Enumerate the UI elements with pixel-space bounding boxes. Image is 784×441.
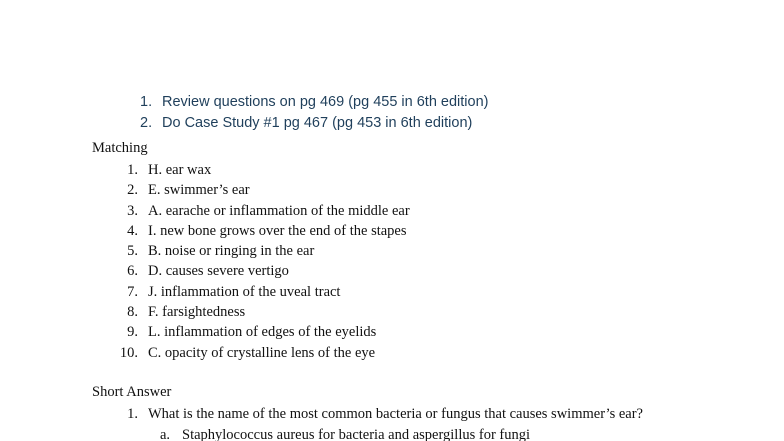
list-item (114, 201, 410, 221)
short-answer-list (114, 404, 643, 441)
list-number: 8. (127, 304, 138, 321)
list-number: 7. (127, 283, 138, 300)
list-number: 1. (140, 94, 153, 110)
matching-list (114, 160, 410, 363)
assignment-item (140, 92, 488, 113)
answer-text: J. inflammation of the uveal tract (148, 283, 341, 300)
list-number: 5. (127, 243, 138, 260)
list-number: 6. (127, 263, 138, 280)
list-item (114, 322, 410, 342)
list-item (114, 160, 410, 180)
short-answer-heading: Short Answer (92, 384, 172, 400)
assignment-text: Review questions on pg 469 (pg 455 in 6th edition) (162, 94, 489, 110)
answer-text: H. ear wax (148, 162, 212, 178)
answer-text: C. opacity of crystalline lens of the eye (148, 344, 376, 361)
answer-text: I. new bone grows over the end of the stapes (148, 222, 407, 239)
answer-text: E. swimmer’s ear (148, 182, 250, 199)
question-item (114, 404, 643, 425)
list-item (114, 180, 410, 200)
list-number: 9. (127, 324, 138, 341)
list-item (114, 261, 410, 281)
list-item (114, 282, 410, 302)
list-number: 10. (119, 344, 138, 361)
list-number: 1. (127, 406, 138, 422)
answer-text: D. causes severe vertigo (148, 263, 289, 280)
list-number: 2. (127, 182, 138, 199)
answer-text: A. earache or inflammation of the middle ear (148, 202, 410, 219)
answer-text: B. noise or ringing in the ear (148, 243, 315, 260)
list-letter: a. (160, 426, 171, 441)
list-item (114, 302, 410, 322)
assignment-text: Do Case Study #1 pg 467 (pg 453 in 6th edition) (162, 114, 473, 131)
list-number: 2. (140, 114, 153, 131)
assignment-list (140, 92, 488, 133)
list-number: 4. (127, 222, 138, 239)
answer-item (114, 425, 643, 441)
list-item (114, 221, 410, 241)
answer-text: Staphylococcus aureus for bacteria and aspergillus for fungi (182, 426, 531, 441)
assignment-item (140, 113, 488, 134)
list-number: 1. (127, 162, 138, 178)
matching-heading: Matching (92, 140, 148, 156)
list-number: 3. (127, 202, 138, 219)
answer-text: L. inflammation of edges of the eyelids (148, 324, 377, 341)
list-item (114, 343, 410, 363)
list-item (114, 241, 410, 261)
answer-text: F. farsightedness (148, 304, 246, 321)
question-text: What is the name of the most common bacteria or fungus that causes swimmer’s ear? (148, 406, 643, 422)
